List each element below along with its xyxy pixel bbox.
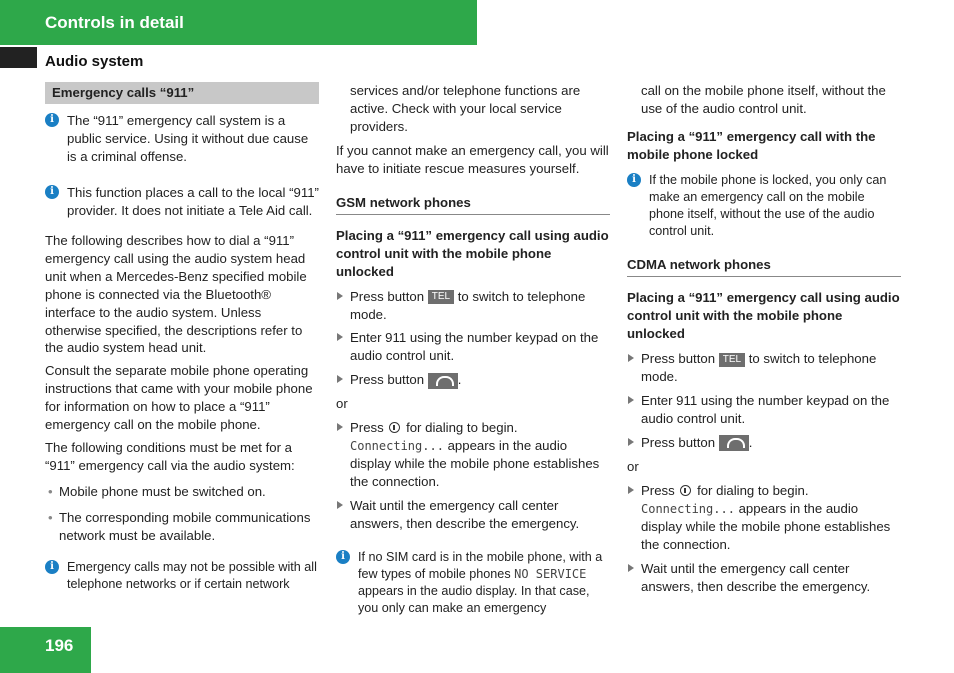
section-marker bbox=[0, 47, 37, 68]
step-item: Press for dialing to begin. Connecting... appears in the audio display while the mobile phone establishes the connection. bbox=[336, 419, 610, 491]
info-icon: i bbox=[45, 113, 59, 127]
info-icon: i bbox=[336, 550, 350, 564]
info-icon: i bbox=[45, 560, 59, 574]
paragraph: The following conditions must be met for a “911” emergency call via the audio system: bbox=[45, 440, 295, 474]
step-item: Press button TEL to switch to telephone mode. bbox=[627, 350, 901, 386]
control-knob-icon bbox=[389, 422, 400, 433]
info-text: If no SIM card is in the mobile phone, with a few types of mobile phones NO SERVICE appears in the audio display. In that case, you only can make an emergency bbox=[358, 550, 603, 616]
info-note bbox=[336, 549, 610, 618]
continued-text: call on the mobile phone itself, without the use of the audio control unit. bbox=[641, 83, 886, 116]
list-item: • The corresponding mobile communications network must be available. bbox=[48, 510, 311, 544]
info-note bbox=[45, 184, 319, 220]
step-item: Wait until the emergency call center answers, then describe the emergency. bbox=[627, 560, 901, 596]
gsm-heading: GSM network phones bbox=[336, 194, 610, 215]
info-note bbox=[45, 559, 319, 593]
procedure-heading: Placing a “911” emergency call using audio control unit with the mobile phone unlocked bbox=[627, 290, 900, 342]
or-text: or bbox=[336, 396, 348, 412]
info-icon: i bbox=[627, 173, 641, 187]
step-item: Press button . bbox=[336, 371, 610, 389]
chapter-title: Controls in detail bbox=[45, 13, 184, 32]
step-item: Press button . bbox=[627, 434, 901, 452]
phone-key-icon bbox=[428, 373, 458, 389]
cdma-heading: CDMA network phones bbox=[627, 256, 901, 277]
list-item: • Mobile phone must be switched on. bbox=[48, 484, 266, 500]
info-note bbox=[45, 112, 319, 166]
step-item: Enter 911 using the number keypad on the audio control unit. bbox=[336, 329, 610, 365]
column-2 bbox=[336, 82, 610, 630]
paragraph: The following describes how to dial a “911” emergency call using the audio system head unit when a Mercedes-Benz specified mobile phone is connected via the Bluetooth® interface to the audio system. Unless otherwise specified, the descriptions refer to the audio system head unit. bbox=[45, 232, 307, 356]
info-icon: i bbox=[45, 185, 59, 199]
step-item: Press button TEL to switch to telephone mode. bbox=[336, 288, 610, 324]
tel-key-icon: TEL bbox=[428, 290, 454, 304]
procedure-heading: Placing a “911” emergency call using audio control unit with the mobile phone unlocked bbox=[336, 227, 609, 279]
info-text: This function places a call to the local “911” provider. It does not initiate a Tele Aid call. bbox=[67, 184, 319, 218]
tel-key-icon: TEL bbox=[719, 353, 745, 367]
column-1 bbox=[45, 82, 319, 605]
emergency-calls-heading: Emergency calls “911” bbox=[45, 82, 319, 104]
continued-text: services and/or telephone functions are active. Check with your local service providers. bbox=[350, 83, 581, 134]
column-3 bbox=[627, 82, 901, 602]
info-note bbox=[627, 172, 901, 241]
info-text: The “911” emergency call system is a public service. Using it without due cause is a criminal offense. bbox=[67, 113, 309, 164]
paragraph: If you cannot make an emergency call, you will have to initiate rescue measures yourself. bbox=[336, 142, 609, 176]
page-number: 196 bbox=[45, 636, 74, 655]
step-item: Enter 911 using the number keypad on the audio control unit. bbox=[627, 392, 901, 428]
info-text: Emergency calls may not be possible with all telephone networks or if certain network bbox=[67, 560, 317, 592]
paragraph: Consult the separate mobile phone operating instructions that came with your mobile phone for information on how to place a “911” emergency call on the mobile phone. bbox=[45, 363, 313, 433]
step-item: Press for dialing to begin. Connecting... appears in the audio display while the mobile phone establishes the connection. bbox=[627, 482, 901, 554]
info-text: If the mobile phone is locked, you only can make an emergency call on the mobile phone itself, without the use of the audio control unit. bbox=[649, 172, 887, 239]
step-item: Wait until the emergency call center answers, then describe the emergency. bbox=[336, 497, 610, 533]
or-text: or bbox=[627, 458, 639, 474]
procedure-heading: Placing a “911” emergency call with the mobile phone locked bbox=[627, 128, 876, 162]
control-knob-icon bbox=[680, 485, 691, 496]
phone-key-icon bbox=[719, 435, 749, 451]
section-title: Audio system bbox=[45, 53, 144, 70]
